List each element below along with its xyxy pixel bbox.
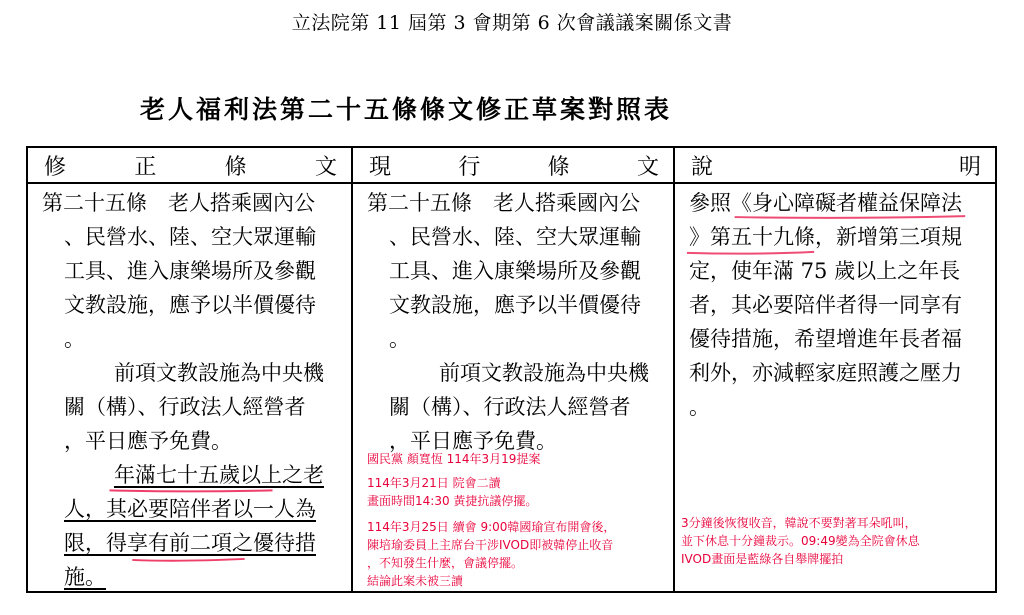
explanation-text-cell [674,183,996,592]
text-line: 、民營水、陸、空大眾運輸 [64,225,316,249]
table-body-row [27,183,996,592]
text-line: 第二十五條 老人搭乘國內公 [42,191,315,215]
page-title: 老人福利法第二十五條條文修正草案對照表 [140,95,673,124]
text-line: 參照《身心障礙者權益保障法 [689,191,962,215]
handwritten-annotation: 3分鐘後恢復收音，韓說不要對著耳朵吼叫， 並下休息十分鐘裁示。09:49變為全院會休息 IVOD畫面是藍綠各自舉牌擺拍 [681,516,920,566]
text-line: 者，其必要陪伴者得一同享有 [689,293,962,317]
text-line: 。 [389,327,410,351]
text-line: 前項文教設施為中央機 [114,361,324,385]
table-header-row [27,147,996,183]
text-line: 》第五十九條，新增第三項規 [689,225,962,249]
text-line: 關（構）、行政法人經營者 [389,395,631,419]
comparison-table [26,146,997,593]
text-line: 關（構）、行政法人經營者 [64,395,306,419]
text-line: 。 [64,327,85,351]
text-line: 工具、進入康樂場所及參觀 [64,259,316,283]
document-header: 立法院第 11 屆第 3 會期第 6 次會議議案關係文書 [291,12,733,34]
column-header-amended: 修 正 條 文 [27,147,352,183]
text-line: 、民營水、陸、空大眾運輸 [389,225,641,249]
text-line: 工具、進入康樂場所及參觀 [389,259,641,283]
text-line: ，平日應予免費。 [64,429,232,453]
text-line: 文教設施，應予以半價優待 [389,293,641,317]
text-line: 。 [689,395,710,419]
current-text-cell [352,183,674,592]
text-line: 前項文教設施為中央機 [439,361,649,385]
text-line: 利外，亦減輕家庭照護之壓力 [689,361,962,385]
new-clause-text: 施。 [64,565,106,589]
new-clause-text: 人，其必要陪伴者以一人為 [64,497,316,521]
handwritten-annotation: 國民黨 顏寬恆 114年3月19提案 114年3月21日 院會二讀 畫面時間14:30 黃捷抗議停擺。 114年3月25日 續會 9:00韓國瑜宣布開會後， 陳培瑜委員上主席台干涉IVOD即被韓停止收音 ，不知發生什麼，會議停擺。 結論此案未被三讀 [367,452,616,588]
column-header-explanation: 說 明 [674,147,996,183]
new-clause-text: 年滿七十五歲以上之老 [114,463,324,487]
text-line: 優待措施，希望增進年長者福 [689,327,962,351]
text-line: 定，使年滿 75 歲以上之年長 [689,259,961,283]
amended-text-cell [27,183,352,592]
column-header-current: 現 行 條 文 [352,147,674,183]
text-line: 文教設施，應予以半價優待 [64,293,316,317]
new-clause-text: 限，得享有前二項之優待措 [64,531,316,555]
text-line: 第二十五條 老人搭乘國內公 [367,191,640,215]
text-line: ，平日應予免費。 [389,429,557,453]
